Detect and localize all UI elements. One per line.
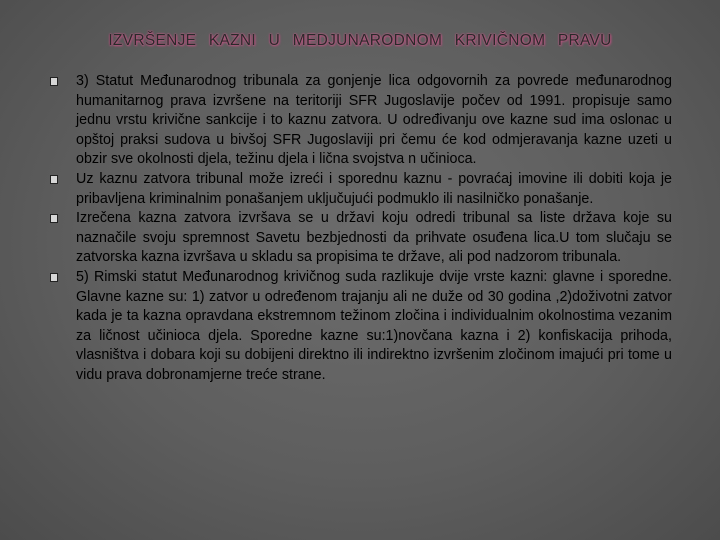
bullet-list [50, 72, 672, 386]
square-bullet-icon [50, 175, 58, 184]
bullet-item [50, 209, 672, 268]
square-bullet-icon [50, 273, 58, 282]
bullet-item [50, 268, 672, 386]
square-bullet-icon [50, 77, 58, 86]
bullet-item [50, 72, 672, 170]
bullet-text: Izrečena kazna zatvora izvršava se u državi koju odredi tribunal sa liste država koje su naznačile svoju spremnost Savetu bezbjednosti da prihvate osuđena lica.U tom slučaju se zatvorska kazna izvršava u skladu sa propisima te države, ali pod nadzorom tribunala. [76, 210, 672, 266]
bullet-text: 5) Rimski statut Međunarodnog krivičnog suda razlikuje dvije vrste kazni: glavne i sporedne. Glavne kazne su: 1) zatvor u određenom trajanju ali ne duže od 30 godina ,2)doživotni zatvor kada je ta kazna opravdana ekstremnom težinom zločina i individualnim okolnostima vezanim za ličnost učinioca djela. Sporedne kazne su:1)novčana kazna i 2) konfiskacija prihoda, vlasništva i dobara koji su dobijeni direktno ili indirektno izvršenim zločinom imajući pri tome u vidu prava dobronamjerne treće strane. [76, 268, 672, 383]
bullet-text: 3) Statut Međunarodnog tribunala za gonjenje lica odgovornih za povrede međunarodnog humanitarnog prava izvršene na teritoriji SFR Jugoslavije počev od 1991. propisuje samo jednu vrstu krivične sankcije i to kaznu zatvora. U određivanju ove kazne sud ima oslonac u opštoj praksi sudova u bivšoj SFR Jugoslaviji pri čemu će kod odmjeravanja kazne uzeti u obzir sve okolnosti djela, težinu djela i lična svojstva n učinioca. [76, 73, 672, 168]
square-bullet-icon [50, 214, 58, 223]
slide-title: IZVRŠENJE KAZNI U MEDJUNARODNOM KRIVIČNOM PRAVU [108, 32, 612, 49]
bullet-text: Uz kaznu zatvora tribunal može izreći i sporednu kaznu - povraćaj imovine ili dobiti koja je pribavljena kriminalnim ponašanjem uključujući podmuklo ili nasilničko ponašanje. [76, 170, 672, 207]
bullet-item [50, 170, 672, 209]
